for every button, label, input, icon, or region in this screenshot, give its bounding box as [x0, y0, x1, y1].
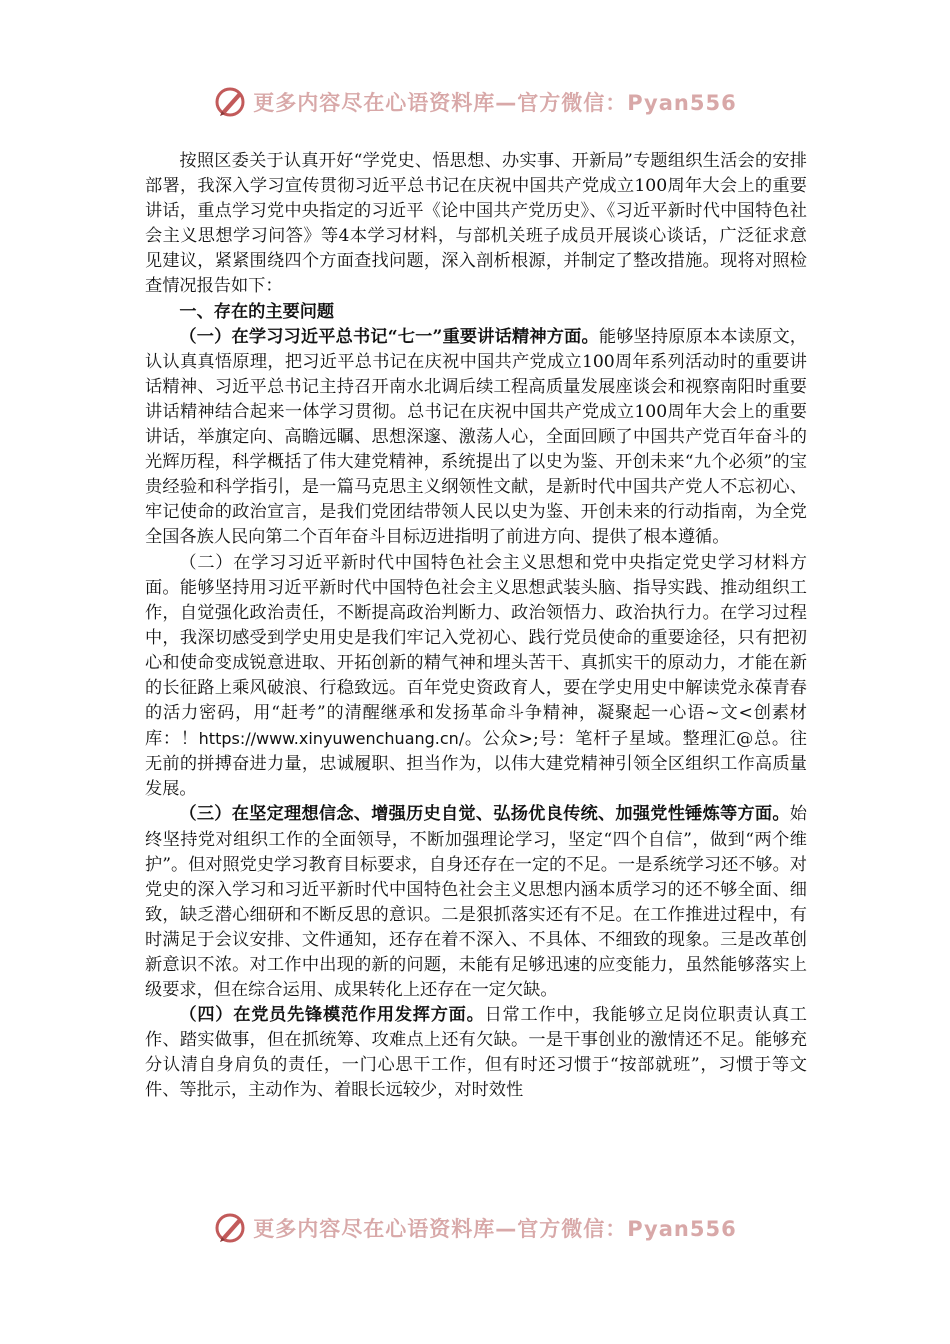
section-3-paragraph: [145, 802, 807, 1003]
document-body: [145, 149, 807, 1104]
section-4-paragraph: [145, 1003, 807, 1103]
footer-banner: [0, 1208, 950, 1248]
section-4-lead: （四）在党员先锋模范作用发挥方面。: [179, 1005, 485, 1026]
section-3-text: 始终坚持党对组织工作的全面领导，不断加强理论学习，坚定“四个自信”，做到“两个维护”。但对照党史学习教育目标要求，自身还存在一定的不足。一是系统学习还不够。对党史的深入学习和习近平新时代中国特色社会主义思想内涵本质学习的还不够全面、细致，缺乏潜心细研和不断反思的意识。二是狠抓落实还有不足。在工作推进过程中，有时满足于会议安排、文件通知，还存在着不深入、不具体、不细致的现象。三是改革创新意识不浓。对工作中出现的新的问题，未能有足够迅速的应变能力，虽然能够落实上级要求，但在综合运用、成果转化上还存在一定欠缺。: [145, 804, 807, 1001]
section-2-url: https://www.xinyuwenchuang.cn/: [198, 729, 465, 749]
section-1-paragraph: [145, 325, 807, 551]
pen-logo-icon: [213, 1211, 247, 1245]
section-2-text-a: 能够坚持用习近平新时代中国特色社会主义思想武装头脑、指导实践、推动组织工作，自觉强化政治责任，不断提高政治判断力、政治领悟力、政治执行力。在学习过程中，我深切感受到学史用史是我们牢记入党初心、践行党员使命的重要途径，只有把初心和使命变成锐意进取、开拓创新的精气神和埋头苦干、真抓实干的原动力，才能在新的长征路上乘风破浪、行稳致远。百年党史资政育人，要在学史用史中解读党永葆青春的活力密码，用“赶考”的清醒继承和发扬革命斗争精神，凝聚起一心语~文<创素材库：！: [145, 577, 807, 750]
section-2-paragraph: [145, 551, 807, 803]
section-1-lead: （一）在学习习近平总书记“七一”重要讲话精神方面。: [179, 326, 599, 347]
banner-text: 更多内容尽在心语资料库—官方微信：Pyan556: [253, 1217, 737, 1241]
header-banner: [0, 82, 950, 122]
section-4-text: 日常工作中，我能够立足岗位职责认真工作、踏实做事，但在抓统筹、攻难点上还有欠缺。一是干事创业的激情还不足。能够充分认清自身肩负的责任，一门心思干工作，但有时还习惯于“按部就班”，习惯于等文件、等批示，主动作为、着眼长远较少，对时效性: [145, 1005, 807, 1101]
pen-logo-icon: [213, 85, 247, 119]
section-heading: 一、存在的主要问题: [179, 301, 335, 322]
intro-paragraph: 按照区委关于认真开好“学党史、悟思想、办实事、开新局”专题组织生活会的安排部署，我深入学习宣传贯彻习近平总书记在庆祝中国共产党成立100周年大会上的重要讲话，重点学习党中央指定的习近平《论中国共产党历史》、《习近平新时代中国特色社会主义思想学习问答》等4本学习材料，与部机关班子成员开展谈心谈话，广泛征求意见建议，紧紧围绕四个方面查找问题，深入剖析根源，并制定了整改措施。现将对照检查情况报告如下：: [145, 151, 807, 297]
section-2-text-b: 。公众>;号：笔杆子星域。整理汇@总。往无前的拼搏奋进力量，忠诚履职、担当作为，以伟大建党精神引领全区组织工作高质量发展。: [145, 729, 807, 800]
section-1-text: 能够坚持原原本本读原文，认认真真悟原理，把习近平总书记在庆祝中国共产党成立100周年系列活动时的重要讲话精神、习近平总书记主持召开南水北调后续工程高质量发展座谈会和视察南阳时重要讲话精神结合起来一体学习贯彻。总书记在庆祝中国共产党成立100周年大会上的重要讲话，举旗定向、高瞻远瞩、思想深邃、激荡人心，全面回顾了中国共产党百年奋斗的光辉历程，科学概括了伟大建党精神，系统提出了以史为鉴、开创未来“九个必须”的宝贵经验和科学指引，是一篇马克思主义纲领性文献，是新时代中国共产党人不忘初心、牢记使命的政治宣言，是我们党团结带领人民以史为鉴、开创未来的行动指南，为全党全国各族人民向第二个百年奋斗目标迈进指明了前进方向、提供了根本遵循。: [145, 326, 807, 548]
section-3-lead: （三）在坚定理想信念、增强历史自觉、弘扬优良传统、加强党性锤炼等方面。: [179, 804, 790, 825]
banner-text: 更多内容尽在心语资料库—官方微信：Pyan556: [253, 91, 737, 115]
section-2-lead: （二）在学习习近平新时代中国特色社会主义思想和党中央指定党史学习材料方面。: [145, 552, 807, 598]
